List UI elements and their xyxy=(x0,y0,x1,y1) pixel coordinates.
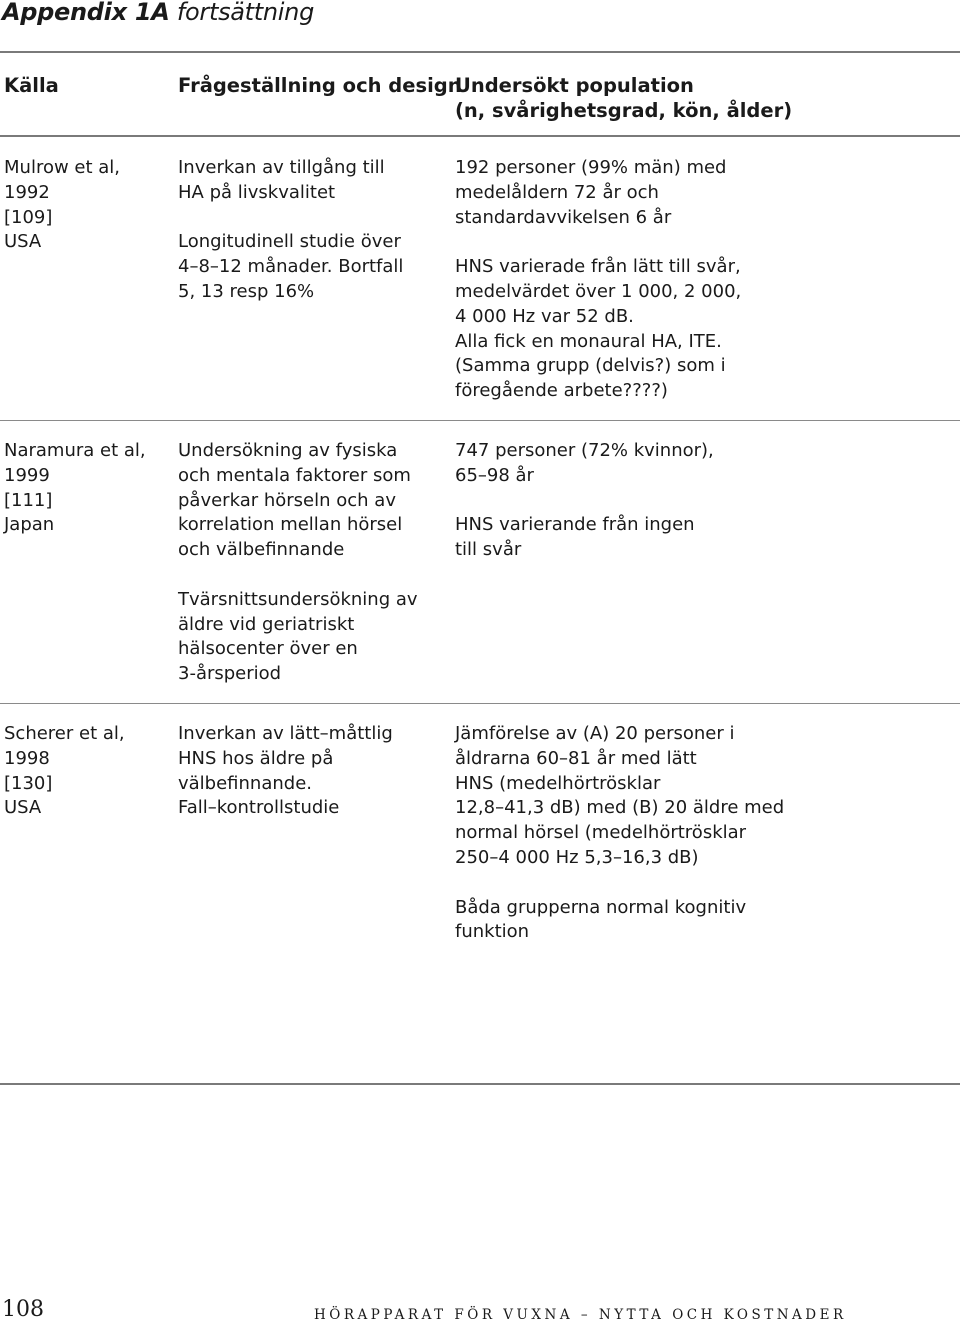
population-line: medelvärdet över 1 000, 2 000, xyxy=(455,280,742,302)
design-line: hälsocenter över en xyxy=(178,638,358,660)
population-line: 192 personer (99% män) med xyxy=(455,157,727,178)
row-1-source xyxy=(4,156,120,255)
page-number: 108 xyxy=(2,1297,44,1322)
row-1-population xyxy=(455,156,741,404)
source-line: Mulrow et al, xyxy=(4,157,121,178)
population-line: funktion xyxy=(455,921,530,943)
population-line: 12,8–41,3 dB) med (B) 20 äldre med xyxy=(455,797,785,819)
title-continuation: fortsättning xyxy=(176,0,315,26)
population-line: 250–4 000 Hz 5,3–16,3 dB) xyxy=(455,846,699,868)
design-line: HNS hos äldre på xyxy=(178,747,334,769)
design-line: välbefinnande. xyxy=(178,772,312,794)
population-line: medelåldern 72 år och xyxy=(455,181,659,203)
population-line: normal hörsel (medelhörtrösklar xyxy=(455,822,747,844)
row-1-rule xyxy=(0,420,960,421)
population-line: HNS varierade från lätt till svår, xyxy=(455,256,741,278)
source-line: 1999 xyxy=(4,464,50,486)
design-line: Inverkan av tillgång till xyxy=(178,157,385,178)
design-line: Tvärsnittsundersökning av xyxy=(178,588,418,610)
running-title: HÖRAPPARAT FÖR VUXNA – NYTTA OCH KOSTNADER xyxy=(314,1307,847,1323)
row-2-design xyxy=(178,439,418,687)
design-line: och mentala faktorer som xyxy=(178,464,411,486)
population-line: Båda grupperna normal kognitiv xyxy=(455,896,747,918)
design-gap xyxy=(178,206,403,231)
row-3-source xyxy=(4,722,125,821)
source-line: [130] xyxy=(4,772,53,794)
design-line: och välbefinnande xyxy=(178,539,345,561)
top-rule xyxy=(0,51,960,53)
design-line: korrelation mellan hörsel xyxy=(178,514,403,536)
design-line: 4–8–12 månader. Bortfall xyxy=(178,256,404,278)
source-line: 1992 xyxy=(4,181,50,203)
header-source: Källa xyxy=(4,74,59,97)
population-line: 4 000 Hz var 52 dB. xyxy=(455,305,634,327)
design-line: 3-årsperiod xyxy=(178,663,282,685)
source-line: Japan xyxy=(4,514,55,536)
source-line: Naramura et al, xyxy=(4,440,146,461)
bottom-rule xyxy=(0,1083,960,1085)
population-gap xyxy=(455,871,784,896)
row-2-source xyxy=(4,439,146,538)
source-line: USA xyxy=(4,231,42,253)
population-line: (Samma grupp (delvis?) som i xyxy=(455,355,726,377)
row-2-rule xyxy=(0,703,960,704)
population-line: Jämförelse av (A) 20 personer i xyxy=(455,723,735,744)
title-appendix: Appendix 1A xyxy=(2,0,170,26)
population-line: Alla fick en monaural HA, ITE. xyxy=(455,330,722,352)
header-rule xyxy=(0,135,960,137)
design-line: äldre vid geriatriskt xyxy=(178,613,355,635)
header-design: Frågeställning och design xyxy=(178,74,462,97)
header-population xyxy=(455,73,792,123)
population-line: HNS (medelhörtrösklar xyxy=(455,772,661,794)
population-line: åldrarna 60–81 år med lätt xyxy=(455,747,697,769)
page-title xyxy=(2,0,314,26)
source-line: USA xyxy=(4,797,42,819)
population-line: föregående arbete????) xyxy=(455,380,668,402)
row-3-design xyxy=(178,722,393,821)
population-gap xyxy=(455,230,741,255)
row-2-population xyxy=(455,439,714,563)
design-line: 5, 13 resp 16% xyxy=(178,280,315,302)
design-line: Inverkan av lätt–måttlig xyxy=(178,723,393,744)
population-line: 65–98 år xyxy=(455,464,534,486)
population-line: HNS varierande från ingen xyxy=(455,514,695,536)
header-population-line: Undersökt population xyxy=(455,74,694,97)
design-line: påverkar hörseln och av xyxy=(178,489,396,511)
design-gap xyxy=(178,563,418,588)
design-line: Undersökning av fysiska xyxy=(178,440,398,461)
header-population-line: (n, svårighetsgrad, kön, ålder) xyxy=(455,98,793,122)
row-3-population xyxy=(455,722,784,945)
source-line: 1998 xyxy=(4,747,50,769)
source-line: Scherer et al, xyxy=(4,723,125,744)
design-line: HA på livskvalitet xyxy=(178,181,336,203)
design-line: Fall–kontrollstudie xyxy=(178,797,340,819)
row-1-design xyxy=(178,156,403,305)
population-line: 747 personer (72% kvinnor), xyxy=(455,440,714,461)
population-gap xyxy=(455,489,714,514)
source-line: [111] xyxy=(4,489,53,511)
source-line: [109] xyxy=(4,206,53,228)
design-line: Longitudinell studie över xyxy=(178,231,401,253)
population-line: standardavvikelsen 6 år xyxy=(455,206,672,228)
population-line: till svår xyxy=(455,539,522,561)
